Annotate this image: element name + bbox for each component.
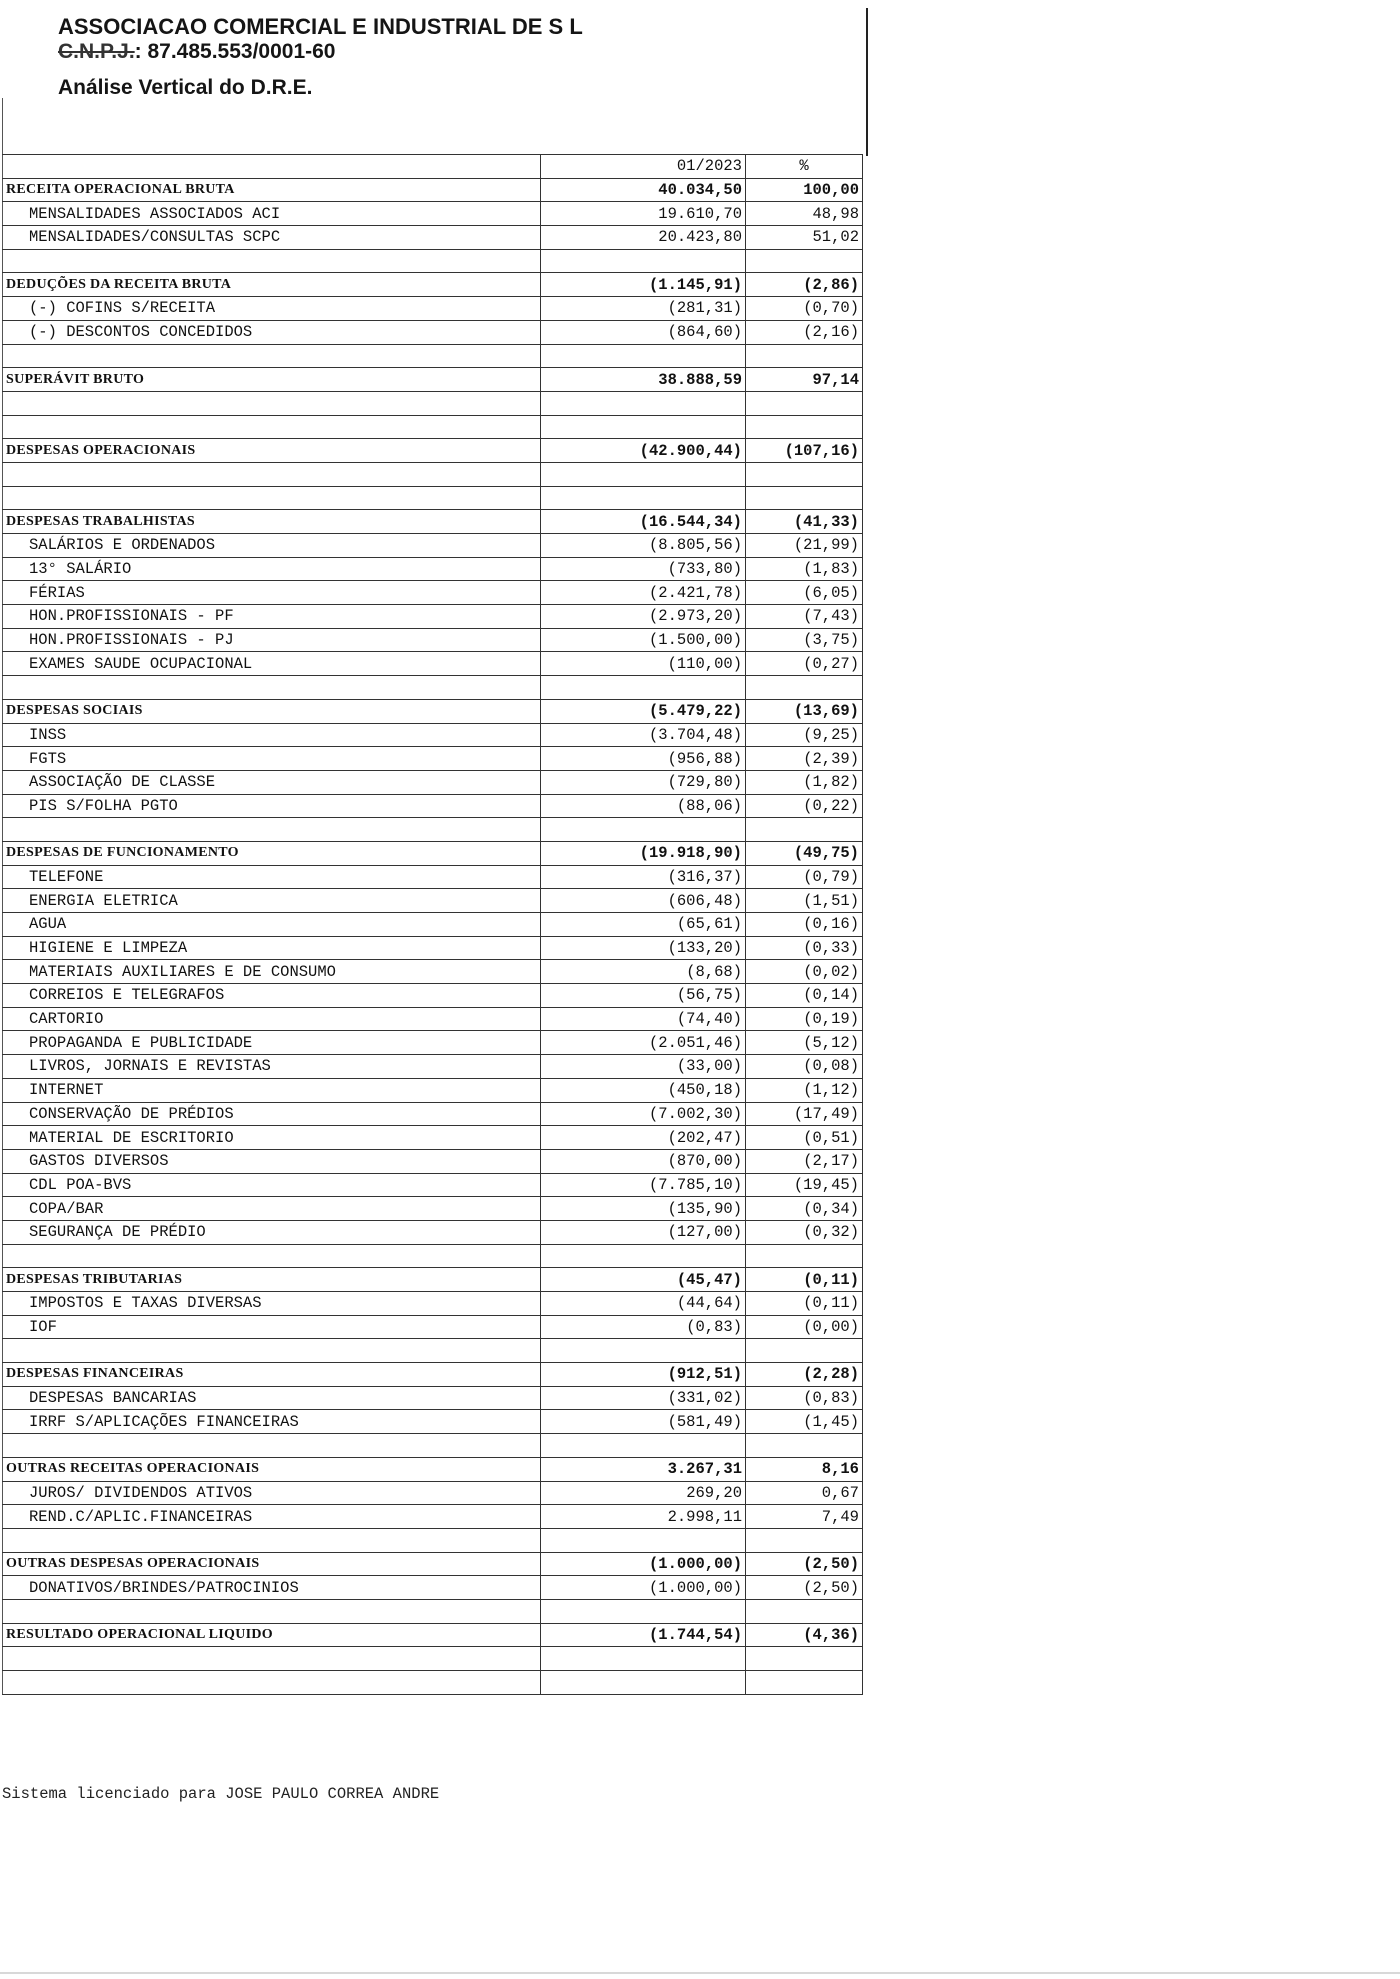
row-label: CARTORIO	[3, 1007, 541, 1031]
row-value	[541, 462, 746, 486]
cnpj-value: : 87.485.553/0001-60	[134, 40, 336, 63]
row-label: DESPESAS FINANCEIRAS	[3, 1363, 541, 1387]
row-percent: (2,50)	[746, 1576, 863, 1600]
row-value: (3.704,48)	[541, 723, 746, 747]
row-value	[541, 1244, 746, 1268]
row-value: 19.610,70	[541, 202, 746, 226]
row-percent: (13,69)	[746, 699, 863, 723]
period-header: 01/2023	[541, 155, 746, 179]
section-row	[3, 841, 863, 865]
row-percent	[746, 462, 863, 486]
row-percent: 0,67	[746, 1481, 863, 1505]
row-value	[541, 486, 746, 510]
row-value	[541, 1671, 746, 1695]
blank-row	[3, 1434, 863, 1458]
row-value	[541, 1339, 746, 1363]
dre-table	[2, 154, 863, 1695]
row-value: 38.888,59	[541, 368, 746, 392]
section-row	[3, 178, 863, 202]
row-percent: (3,75)	[746, 628, 863, 652]
table-row	[3, 865, 863, 889]
table-row	[3, 226, 863, 250]
table-row	[3, 557, 863, 581]
row-label: PROPAGANDA E PUBLICIDADE	[3, 1031, 541, 1055]
row-label	[3, 1434, 541, 1458]
row-label: INTERNET	[3, 1078, 541, 1102]
row-label	[3, 391, 541, 415]
row-value	[541, 818, 746, 842]
row-percent: (107,16)	[746, 439, 863, 463]
table-row	[3, 984, 863, 1008]
row-value: (16.544,34)	[541, 510, 746, 534]
table-header-row	[3, 155, 863, 179]
row-percent: (0,22)	[746, 794, 863, 818]
table-row	[3, 1576, 863, 1600]
row-label: INSS	[3, 723, 541, 747]
section-row	[3, 1552, 863, 1576]
row-value: (1.000,00)	[541, 1576, 746, 1600]
table-row	[3, 605, 863, 629]
row-value	[541, 1434, 746, 1458]
row-percent: (1,45)	[746, 1410, 863, 1434]
row-percent: 100,00	[746, 178, 863, 202]
row-label: GASTOS DIVERSOS	[3, 1149, 541, 1173]
row-value: (2.973,20)	[541, 605, 746, 629]
row-percent: (1,12)	[746, 1078, 863, 1102]
row-value: (8,68)	[541, 960, 746, 984]
row-label: SEGURANÇA DE PRÉDIO	[3, 1220, 541, 1244]
row-label: CONSERVAÇÃO DE PRÉDIOS	[3, 1102, 541, 1126]
row-percent	[746, 1339, 863, 1363]
row-label: HON.PROFISSIONAIS - PF	[3, 605, 541, 629]
row-value	[541, 344, 746, 368]
row-value: (281,31)	[541, 297, 746, 321]
row-percent: (2,50)	[746, 1552, 863, 1576]
row-value: (5.479,22)	[541, 699, 746, 723]
table-row	[3, 1102, 863, 1126]
row-value: (316,37)	[541, 865, 746, 889]
cnpj-line	[58, 40, 336, 64]
row-percent	[746, 676, 863, 700]
row-label	[3, 818, 541, 842]
row-label: SALÁRIOS E ORDENADOS	[3, 534, 541, 558]
row-label: DESPESAS SOCIAIS	[3, 699, 541, 723]
header-label-cell	[3, 155, 541, 179]
row-label: DESPESAS TRABALHISTAS	[3, 510, 541, 534]
row-percent	[746, 249, 863, 273]
row-percent: (2,86)	[746, 273, 863, 297]
row-label: DESPESAS TRIBUTARIAS	[3, 1268, 541, 1292]
table-row	[3, 1505, 863, 1529]
row-value: (450,18)	[541, 1078, 746, 1102]
table-row	[3, 747, 863, 771]
row-label	[3, 1671, 541, 1695]
row-value: (2.421,78)	[541, 581, 746, 605]
blank-row	[3, 676, 863, 700]
blank-row	[3, 1244, 863, 1268]
row-label	[3, 344, 541, 368]
row-value: 3.267,31	[541, 1457, 746, 1481]
row-percent: (0,19)	[746, 1007, 863, 1031]
row-label: MENSALIDADES ASSOCIADOS ACI	[3, 202, 541, 226]
row-percent: 51,02	[746, 226, 863, 250]
row-label: DEDUÇÕES DA RECEITA BRUTA	[3, 273, 541, 297]
row-label: MENSALIDADES/CONSULTAS SCPC	[3, 226, 541, 250]
table-row	[3, 320, 863, 344]
blank-row	[3, 1599, 863, 1623]
row-value: (45,47)	[541, 1268, 746, 1292]
row-value: (870,00)	[541, 1149, 746, 1173]
row-percent: (6,05)	[746, 581, 863, 605]
row-label: ASSOCIAÇÃO DE CLASSE	[3, 770, 541, 794]
row-percent: 48,98	[746, 202, 863, 226]
table-row	[3, 1126, 863, 1150]
percent-header: %	[746, 155, 863, 179]
row-label	[3, 676, 541, 700]
row-percent: (5,12)	[746, 1031, 863, 1055]
section-row	[3, 368, 863, 392]
table-row	[3, 723, 863, 747]
row-percent: (0,08)	[746, 1055, 863, 1079]
row-label: SUPERÁVIT BRUTO	[3, 368, 541, 392]
table-row	[3, 1197, 863, 1221]
row-value: (88,06)	[541, 794, 746, 818]
table-row	[3, 889, 863, 913]
row-value: (1.500,00)	[541, 628, 746, 652]
row-label: MATERIAL DE ESCRITORIO	[3, 1126, 541, 1150]
row-label	[3, 1528, 541, 1552]
row-percent	[746, 1528, 863, 1552]
row-label: IMPOSTOS E TAXAS DIVERSAS	[3, 1292, 541, 1316]
row-label: RECEITA OPERACIONAL BRUTA	[3, 178, 541, 202]
table-row	[3, 1386, 863, 1410]
row-label: DESPESAS DE FUNCIONAMENTO	[3, 841, 541, 865]
blank-row	[3, 462, 863, 486]
row-label: (-) COFINS S/RECEITA	[3, 297, 541, 321]
row-percent: 97,14	[746, 368, 863, 392]
row-percent: (1,51)	[746, 889, 863, 913]
row-label: AGUA	[3, 913, 541, 937]
row-label: MATERIAIS AUXILIARES E DE CONSUMO	[3, 960, 541, 984]
row-value: (135,90)	[541, 1197, 746, 1221]
row-percent: (0,34)	[746, 1197, 863, 1221]
row-percent: 7,49	[746, 1505, 863, 1529]
row-label: JUROS/ DIVIDENDOS ATIVOS	[3, 1481, 541, 1505]
row-value: (74,40)	[541, 1007, 746, 1031]
table-row	[3, 960, 863, 984]
row-label: (-) DESCONTOS CONCEDIDOS	[3, 320, 541, 344]
row-percent: (0,11)	[746, 1268, 863, 1292]
row-percent: (17,49)	[746, 1102, 863, 1126]
table-row	[3, 628, 863, 652]
row-value: (44,64)	[541, 1292, 746, 1316]
table-row	[3, 1292, 863, 1316]
blank-row	[3, 818, 863, 842]
section-row	[3, 273, 863, 297]
row-value: (65,61)	[541, 913, 746, 937]
row-value	[541, 1647, 746, 1671]
table-row	[3, 581, 863, 605]
row-label: IOF	[3, 1315, 541, 1339]
row-label	[3, 415, 541, 439]
row-label: TELEFONE	[3, 865, 541, 889]
row-label: FGTS	[3, 747, 541, 771]
row-label: HON.PROFISSIONAIS - PJ	[3, 628, 541, 652]
table-row	[3, 1149, 863, 1173]
row-label	[3, 486, 541, 510]
row-label	[3, 1244, 541, 1268]
row-percent: (2,16)	[746, 320, 863, 344]
row-value: (1.145,91)	[541, 273, 746, 297]
row-percent	[746, 486, 863, 510]
blank-row	[3, 1339, 863, 1363]
row-value	[541, 1599, 746, 1623]
table-row	[3, 1055, 863, 1079]
row-value: (42.900,44)	[541, 439, 746, 463]
row-percent: (0,14)	[746, 984, 863, 1008]
row-percent: (2,17)	[746, 1149, 863, 1173]
row-value: (1.744,54)	[541, 1623, 746, 1647]
row-percent	[746, 391, 863, 415]
row-percent	[746, 1244, 863, 1268]
row-label: PIS S/FOLHA PGTO	[3, 794, 541, 818]
blank-row	[3, 1647, 863, 1671]
table-row	[3, 297, 863, 321]
table-row	[3, 1078, 863, 1102]
cnpj-label: C.N.P.J.	[58, 40, 135, 63]
row-label: FÉRIAS	[3, 581, 541, 605]
blank-row	[3, 486, 863, 510]
row-value: 20.423,80	[541, 226, 746, 250]
table-row	[3, 652, 863, 676]
row-percent: (0,51)	[746, 1126, 863, 1150]
row-label: CDL POA-BVS	[3, 1173, 541, 1197]
row-percent	[746, 415, 863, 439]
row-value: (2.051,46)	[541, 1031, 746, 1055]
row-percent: (7,43)	[746, 605, 863, 629]
row-label: RESULTADO OPERACIONAL LIQUIDO	[3, 1623, 541, 1647]
license-footer: Sistema licenciado para JOSE PAULO CORREA ANDRE	[2, 1785, 440, 1803]
row-percent	[746, 344, 863, 368]
table-row	[3, 1031, 863, 1055]
company-name: ASSOCIACAO COMERCIAL E INDUSTRIAL DE S L	[58, 14, 583, 39]
row-percent: (0,33)	[746, 936, 863, 960]
row-value: (7.785,10)	[541, 1173, 746, 1197]
row-percent: (49,75)	[746, 841, 863, 865]
row-label: REND.C/APLIC.FINANCEIRAS	[3, 1505, 541, 1529]
row-value: (606,48)	[541, 889, 746, 913]
row-label: EXAMES SAUDE OCUPACIONAL	[3, 652, 541, 676]
blank-row	[3, 1671, 863, 1695]
row-value: (1.000,00)	[541, 1552, 746, 1576]
row-value: (56,75)	[541, 984, 746, 1008]
section-row	[3, 699, 863, 723]
table-row	[3, 936, 863, 960]
section-row	[3, 439, 863, 463]
row-value: (0,83)	[541, 1315, 746, 1339]
blank-row	[3, 415, 863, 439]
page-bottom-edge	[0, 1972, 1400, 1974]
row-percent: (0,16)	[746, 913, 863, 937]
row-value: (733,80)	[541, 557, 746, 581]
row-label: DESPESAS OPERACIONAIS	[3, 439, 541, 463]
row-percent: (0,27)	[746, 652, 863, 676]
report-title: Análise Vertical do D.R.E.	[58, 76, 313, 99]
row-percent: (0,70)	[746, 297, 863, 321]
row-label	[3, 462, 541, 486]
row-percent	[746, 1647, 863, 1671]
row-label: HIGIENE E LIMPEZA	[3, 936, 541, 960]
row-value: (331,02)	[541, 1386, 746, 1410]
row-label: OUTRAS DESPESAS OPERACIONAIS	[3, 1552, 541, 1576]
row-percent: 8,16	[746, 1457, 863, 1481]
row-value: (33,00)	[541, 1055, 746, 1079]
row-percent: (2,28)	[746, 1363, 863, 1387]
row-label: OUTRAS RECEITAS OPERACIONAIS	[3, 1457, 541, 1481]
blank-row	[3, 391, 863, 415]
table-row	[3, 202, 863, 226]
row-percent: (0,11)	[746, 1292, 863, 1316]
row-percent	[746, 1599, 863, 1623]
dre-table-body	[3, 155, 863, 1695]
row-label: LIVROS, JORNAIS E REVISTAS	[3, 1055, 541, 1079]
row-label: DONATIVOS/BRINDES/PATROCINIOS	[3, 1576, 541, 1600]
row-value: (956,88)	[541, 747, 746, 771]
table-row	[3, 1220, 863, 1244]
row-value: (133,20)	[541, 936, 746, 960]
row-value: (19.918,90)	[541, 841, 746, 865]
row-percent	[746, 1434, 863, 1458]
row-value: (8.805,56)	[541, 534, 746, 558]
row-label: DESPESAS BANCARIAS	[3, 1386, 541, 1410]
row-label: IRRF S/APLICAÇÕES FINANCEIRAS	[3, 1410, 541, 1434]
row-value: 269,20	[541, 1481, 746, 1505]
row-percent: (4,36)	[746, 1623, 863, 1647]
row-percent	[746, 1671, 863, 1695]
section-row	[3, 1457, 863, 1481]
section-row	[3, 1363, 863, 1387]
blank-row	[3, 344, 863, 368]
row-value: (729,80)	[541, 770, 746, 794]
section-row	[3, 1623, 863, 1647]
row-percent: (0,32)	[746, 1220, 863, 1244]
blank-row	[3, 1528, 863, 1552]
row-value: 2.998,11	[541, 1505, 746, 1529]
row-percent: (2,39)	[746, 747, 863, 771]
row-percent: (0,79)	[746, 865, 863, 889]
row-value	[541, 249, 746, 273]
row-label: 13° SALÁRIO	[3, 557, 541, 581]
row-percent: (0,83)	[746, 1386, 863, 1410]
table-row	[3, 1315, 863, 1339]
table-row	[3, 1410, 863, 1434]
row-value	[541, 415, 746, 439]
row-value	[541, 391, 746, 415]
row-value: (7.002,30)	[541, 1102, 746, 1126]
row-label	[3, 249, 541, 273]
row-label: ENERGIA ELETRICA	[3, 889, 541, 913]
row-value	[541, 1528, 746, 1552]
row-percent: (0,00)	[746, 1315, 863, 1339]
row-value: (864,60)	[541, 320, 746, 344]
row-percent: (1,82)	[746, 770, 863, 794]
row-percent	[746, 818, 863, 842]
table-row	[3, 1173, 863, 1197]
table-row	[3, 770, 863, 794]
table-row	[3, 794, 863, 818]
section-row	[3, 1268, 863, 1292]
row-percent: (0,02)	[746, 960, 863, 984]
row-percent: (1,83)	[746, 557, 863, 581]
row-percent: (19,45)	[746, 1173, 863, 1197]
blank-row	[3, 249, 863, 273]
table-row	[3, 1481, 863, 1505]
row-value	[541, 676, 746, 700]
row-value: (581,49)	[541, 1410, 746, 1434]
frame-line-left	[2, 98, 3, 156]
section-row	[3, 510, 863, 534]
row-percent: (41,33)	[746, 510, 863, 534]
row-value: (110,00)	[541, 652, 746, 676]
row-label	[3, 1647, 541, 1671]
row-value: (127,00)	[541, 1220, 746, 1244]
row-value: (202,47)	[541, 1126, 746, 1150]
frame-line-right	[866, 8, 868, 156]
row-label: CORREIOS E TELEGRAFOS	[3, 984, 541, 1008]
table-row	[3, 913, 863, 937]
row-label: COPA/BAR	[3, 1197, 541, 1221]
table-row	[3, 1007, 863, 1031]
row-percent: (9,25)	[746, 723, 863, 747]
table-row	[3, 534, 863, 558]
row-label	[3, 1599, 541, 1623]
row-percent: (21,99)	[746, 534, 863, 558]
row-value: 40.034,50	[541, 178, 746, 202]
row-label	[3, 1339, 541, 1363]
row-value: (912,51)	[541, 1363, 746, 1387]
